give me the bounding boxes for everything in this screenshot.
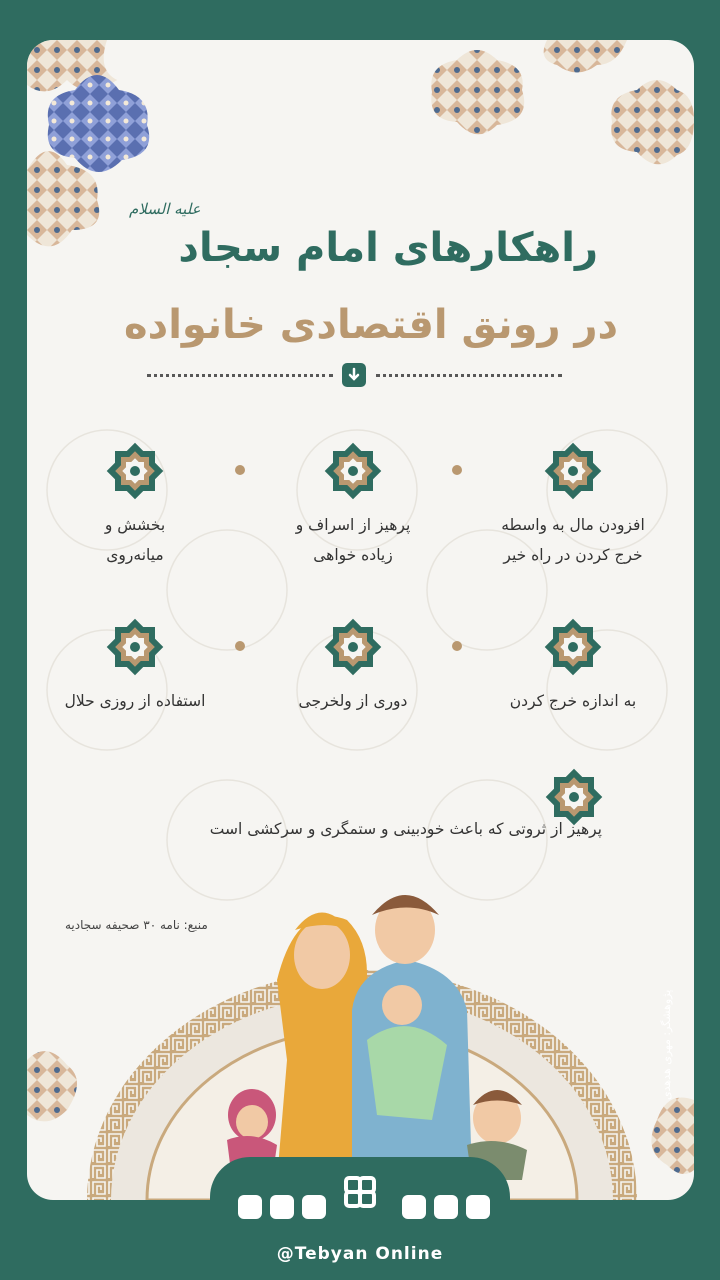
separator-dot (452, 641, 462, 651)
star-emblem-icon (544, 618, 602, 676)
item-text: افزودن مال به واسطه خرج کردن در راه خیر (501, 516, 645, 564)
separator-dot (235, 641, 245, 651)
item-text: دوری از ولخرجی (298, 692, 408, 710)
list-item (483, 618, 663, 716)
star-emblem-icon (545, 768, 603, 826)
infographic-card (27, 40, 694, 1200)
list-item (483, 442, 663, 570)
item-text: بخشش و میانه‌روی (104, 516, 166, 564)
brand-logo-icon (330, 1172, 390, 1232)
telegram-icon[interactable] (402, 1195, 426, 1219)
list-item (45, 618, 225, 716)
social-handle: @Tebyan Online (276, 1244, 444, 1264)
wide-list-item: پرهیز از ثروتی که باعث خودبینی و ستمگری و سرکشی است (209, 820, 602, 838)
instagram-icon[interactable] (466, 1195, 490, 1219)
separator-dot (452, 465, 462, 475)
arrow-down-icon (342, 363, 366, 387)
star-emblem-icon (324, 442, 382, 500)
page-title: راهکارهای امام سجاد (178, 225, 598, 271)
eitaa-icon[interactable] (302, 1195, 326, 1219)
star-emblem-icon (544, 442, 602, 500)
item-text: استفاده از روزی حلال (64, 692, 206, 710)
star-emblem-icon (106, 618, 164, 676)
source-note: منبع: نامه ۳۰ صحیفه سجادیه (65, 918, 208, 932)
star-emblem-icon (106, 442, 164, 500)
list-item (263, 618, 443, 716)
rubika-icon[interactable] (270, 1195, 294, 1219)
list-item (263, 442, 443, 570)
separator-dot (235, 465, 245, 475)
researcher-credit: پژوهشگر: مهری هدهدی (660, 989, 673, 1100)
family-illustration (27, 860, 694, 1200)
item-text: پرهیز از اسراف و زیاده خواهی (295, 516, 411, 564)
page-subtitle: در رونق اقتصادی خانواده (124, 302, 618, 348)
item-text: به اندازه خرج کردن (509, 692, 637, 710)
dotted-line (376, 374, 562, 377)
list-item (45, 442, 225, 570)
star-emblem-icon (324, 618, 382, 676)
twitter-icon[interactable] (434, 1195, 458, 1219)
honorific-calligraphy: علیه السلام (129, 200, 201, 218)
bale-icon[interactable] (238, 1195, 262, 1219)
section-divider (147, 363, 567, 387)
dotted-line (147, 374, 333, 377)
